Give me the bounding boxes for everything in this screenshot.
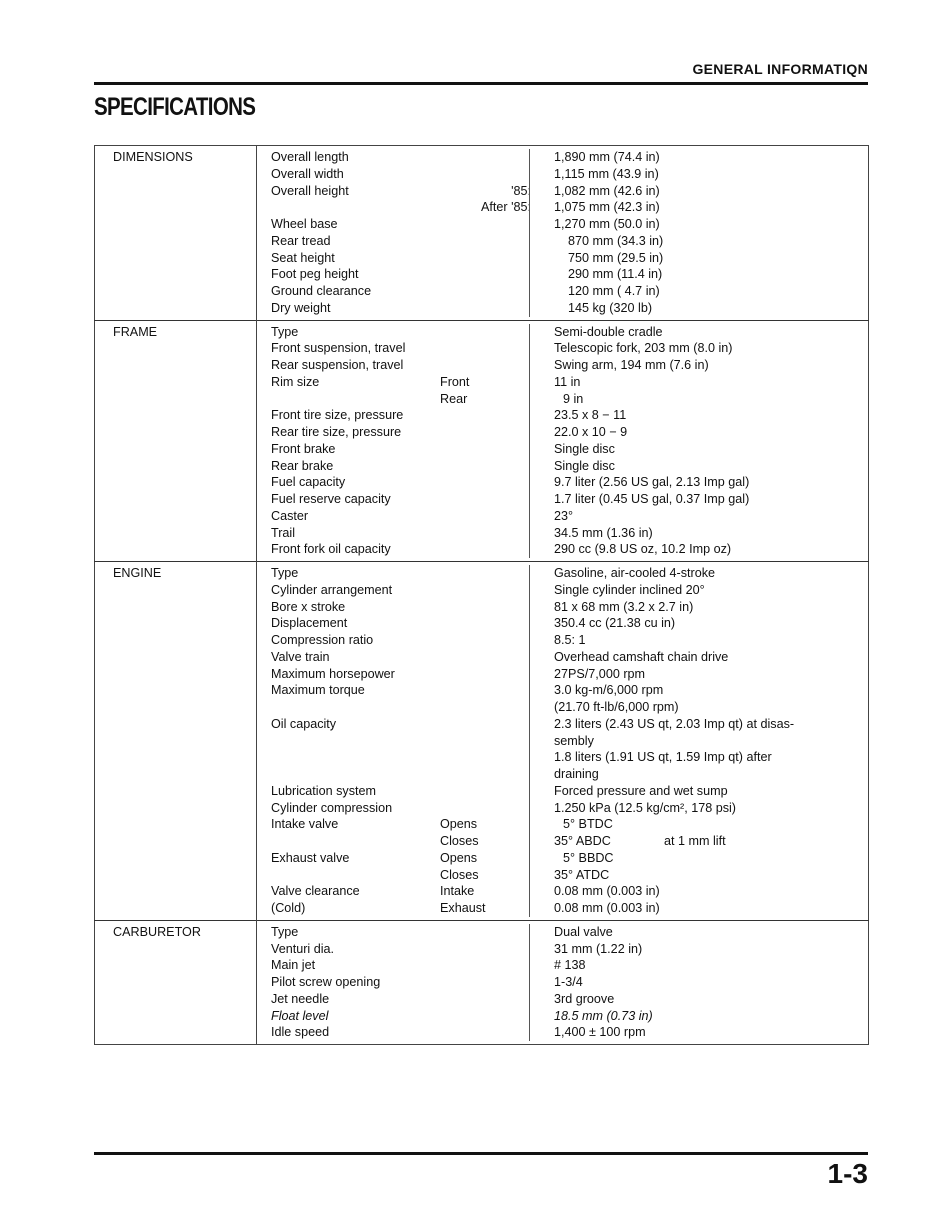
spec-value: 8.5: 1 [529, 632, 868, 649]
section-frame [95, 320, 869, 562]
lift-note: at 1 mm lift [664, 834, 726, 849]
spec-value: 1,075 mm (42.3 in) [529, 199, 868, 216]
spec-qualifier: After '85: [480, 200, 531, 215]
spec-value: 1.8 liters (1.91 US qt, 1.59 Imp qt) after [529, 749, 868, 766]
table-row [257, 833, 868, 850]
section-header: GENERAL INFORMATIQN [692, 61, 868, 77]
spec-item: Float level [271, 1008, 329, 1023]
table-row [257, 441, 868, 458]
spec-item: Caster [271, 508, 309, 523]
spec-item [257, 183, 529, 200]
table-row [257, 424, 868, 441]
spec-value: Semi-double cradle [529, 324, 868, 341]
table-row [257, 783, 868, 800]
spec-value: 0.08 mm (0.003 in) [529, 883, 868, 900]
spec-value: # 138 [529, 957, 868, 974]
footer-rule [94, 1152, 868, 1155]
table-row [257, 682, 868, 699]
spec-value: 5° BBDC [529, 850, 868, 867]
spec-qualifier: Closes [440, 867, 479, 882]
spec-item: Valve train [271, 649, 330, 664]
spec-value: 23.5 x 8 − 11 [529, 407, 868, 424]
spec-qualifier: Closes [440, 834, 479, 848]
spec-item: Compression ratio [271, 633, 374, 647]
table-row [257, 957, 868, 974]
spec-value: 35° ATDC [529, 867, 868, 884]
spec-value: 1,400 ± 100 rpm [529, 1024, 868, 1041]
spec-item: Rear tire size, pressure [271, 425, 402, 439]
section-label: ENGINE [95, 562, 257, 921]
spec-item: Front fork oil capacity [271, 542, 391, 557]
spec-value: Single disc [529, 441, 868, 458]
spec-value: 9.7 liter (2.56 US gal, 2.13 Imp gal) [529, 474, 868, 491]
table-row [257, 541, 868, 558]
spec-item: Rear brake [271, 458, 334, 473]
table-row [257, 766, 868, 783]
spec-item: Main jet [271, 958, 316, 973]
spec-value: 31 mm (1.22 in) [529, 941, 868, 958]
table-row [257, 508, 868, 525]
spec-item: Type [271, 924, 299, 939]
spec-qualifier: Exhaust [440, 901, 486, 915]
specifications-table [94, 145, 869, 1045]
table-row [257, 374, 868, 391]
spec-item: Trail [271, 525, 296, 540]
table-row [257, 250, 868, 267]
spec-qualifier: Front [440, 374, 470, 389]
spec-qualifier: '85: [511, 183, 531, 198]
spec-item: Venturi dia. [271, 941, 335, 956]
spec-value: Telescopic fork, 203 mm (8.0 in) [529, 340, 868, 357]
spec-item-label: Overall height [271, 183, 349, 198]
spec-item: Lubrication system [271, 783, 376, 798]
section-label: DIMENSIONS [95, 146, 257, 321]
table-row [257, 924, 868, 941]
spec-item-label: Rim size [271, 374, 320, 389]
spec-value: 750 mm (29.5 in) [529, 250, 868, 267]
spec-qualifier: Intake [440, 884, 475, 899]
table-row [257, 883, 868, 900]
spec-value: Single cylinder inclined 20° [529, 582, 868, 599]
spec-value: sembly [529, 733, 868, 750]
spec-value: Swing arm, 194 mm (7.6 in) [529, 357, 868, 374]
table-row [257, 391, 868, 408]
spec-value: 1-3/4 [529, 974, 868, 991]
spec-item: Fuel capacity [271, 475, 346, 490]
table-row [257, 733, 868, 750]
spec-value: Single disc [529, 458, 868, 475]
spec-value: 35° ABDC [529, 833, 868, 850]
spec-value: 34.5 mm (1.36 in) [529, 525, 868, 542]
page-number: 1-3 [827, 1158, 868, 1189]
spec-value: 2.3 liters (2.43 US qt, 2.03 Imp qt) at disas- [529, 716, 868, 733]
spec-value: Forced pressure and wet sump [529, 783, 868, 800]
table-row [257, 233, 868, 250]
table-row [257, 599, 868, 616]
spec-item: Wheel base [271, 217, 338, 231]
spec-qualifier: Opens [440, 850, 478, 865]
table-row [257, 941, 868, 958]
spec-item: Overall width [271, 166, 344, 181]
spec-value: 870 mm (34.3 in) [529, 233, 868, 250]
spec-item-label: Intake valve [271, 817, 339, 832]
spec-item: Oil capacity [271, 716, 337, 731]
table-row [257, 474, 868, 491]
table-row [257, 183, 868, 200]
spec-item: Cylinder compression [271, 800, 393, 815]
spec-item: Fuel reserve capacity [271, 492, 391, 506]
spec-item: Foot peg height [271, 267, 359, 282]
spec-item: Overall length [271, 150, 349, 164]
section-dimensions [95, 146, 869, 321]
spec-value: 290 mm (11.4 in) [529, 266, 868, 283]
table-row [257, 800, 868, 817]
section-label: CARBURETOR [95, 920, 257, 1044]
spec-value: 11 in [529, 374, 868, 391]
spec-value: Gasoline, air-cooled 4-stroke [529, 565, 868, 582]
table-row [257, 266, 868, 283]
table-row [257, 458, 868, 475]
spec-value: 27PS/7,000 rpm [529, 666, 868, 683]
spec-value: 120 mm ( 4.7 in) [529, 283, 868, 300]
spec-item: Ground clearance [271, 284, 372, 298]
spec-value: (21.70 ft-lb/6,000 rpm) [529, 699, 868, 716]
table-row [257, 199, 868, 216]
table-row [257, 749, 868, 766]
table-row [257, 340, 868, 357]
spec-value: 1,890 mm (74.4 in) [529, 149, 868, 166]
section-engine [95, 562, 869, 921]
spec-value: Dual valve [529, 924, 868, 941]
table-row [257, 565, 868, 582]
spec-item: Dry weight [271, 300, 331, 315]
table-row [257, 166, 868, 183]
spec-value: 1,115 mm (43.9 in) [529, 166, 868, 183]
spec-item-label: (Cold) [271, 901, 306, 915]
table-row [257, 699, 868, 716]
spec-item: Cylinder arrangement [271, 582, 393, 597]
table-row [257, 283, 868, 300]
spec-item: Bore x stroke [271, 599, 346, 614]
spec-value: 23° [529, 508, 868, 525]
spec-value: 1,082 mm (42.6 in) [529, 183, 868, 200]
table-row [257, 582, 868, 599]
table-row [257, 357, 868, 374]
spec-item: Front tire size, pressure [271, 408, 404, 423]
spec-item: Idle speed [271, 1025, 330, 1040]
spec-item: Displacement [271, 616, 348, 631]
spec-value: 350.4 cc (21.38 cu in) [529, 615, 868, 632]
page-title: SPECIFICATIONS [94, 93, 256, 121]
spec-value: 18.5 mm (0.73 in) [529, 1008, 868, 1025]
spec-item: Rear suspension, travel [271, 358, 404, 372]
table-row [257, 300, 868, 317]
spec-item: Seat height [271, 250, 335, 265]
spec-value: 3.0 kg-m/6,000 rpm [529, 682, 868, 699]
table-row [257, 1024, 868, 1041]
spec-item: Pilot screw opening [271, 975, 381, 989]
spec-value: 3rd groove [529, 991, 868, 1008]
table-row [257, 974, 868, 991]
spec-value: 1.7 liter (0.45 US gal, 0.37 Imp gal) [529, 491, 868, 508]
table-row [257, 491, 868, 508]
spec-value: 22.0 x 10 − 9 [529, 424, 868, 441]
section-carburetor [95, 920, 869, 1044]
spec-value: 1.250 kPa (12.5 kg/cm², 178 psi) [529, 800, 868, 817]
table-row [257, 632, 868, 649]
spec-item: Maximum torque [271, 683, 365, 698]
spec-value-text: 5° BTDC [563, 817, 613, 832]
table-row [257, 324, 868, 341]
spec-value: 145 kg (320 lb) [529, 300, 868, 317]
spec-item: Type [271, 324, 299, 339]
table-row [257, 407, 868, 424]
spec-item: Type [271, 566, 299, 580]
spec-qualifier: Rear [440, 391, 468, 406]
table-row [257, 149, 868, 166]
table-row [257, 615, 868, 632]
spec-item: Rear tread [271, 233, 331, 248]
spec-value: Overhead camshaft chain drive [529, 649, 868, 666]
table-row [257, 1008, 868, 1025]
spec-value: 290 cc (9.8 US oz, 10.2 Imp oz) [529, 541, 868, 558]
table-row [257, 850, 868, 867]
table-row [257, 666, 868, 683]
section-label: FRAME [95, 320, 257, 562]
table-row [257, 716, 868, 733]
table-row [257, 900, 868, 917]
spec-item-label: Valve clearance [271, 884, 360, 899]
spec-item: Maximum horsepower [271, 666, 395, 681]
spec-value: 9 in [529, 391, 868, 408]
table-row [257, 216, 868, 233]
spec-value: draining [529, 766, 868, 783]
spec-qualifier: Opens [440, 817, 478, 832]
spec-value: 0.08 mm (0.003 in) [529, 900, 868, 917]
table-row [257, 991, 868, 1008]
table-row [257, 867, 868, 884]
spec-item-label: Exhaust valve [271, 850, 350, 865]
spec-item: Jet needle [271, 991, 330, 1006]
spec-item: Front suspension, travel [271, 341, 406, 356]
header-rule [94, 82, 868, 85]
spec-item: Front brake [271, 441, 336, 456]
spec-value: 81 x 68 mm (3.2 x 2.7 in) [529, 599, 868, 616]
table-row [257, 525, 868, 542]
spec-value: 1,270 mm (50.0 in) [529, 216, 868, 233]
table-row [257, 649, 868, 666]
